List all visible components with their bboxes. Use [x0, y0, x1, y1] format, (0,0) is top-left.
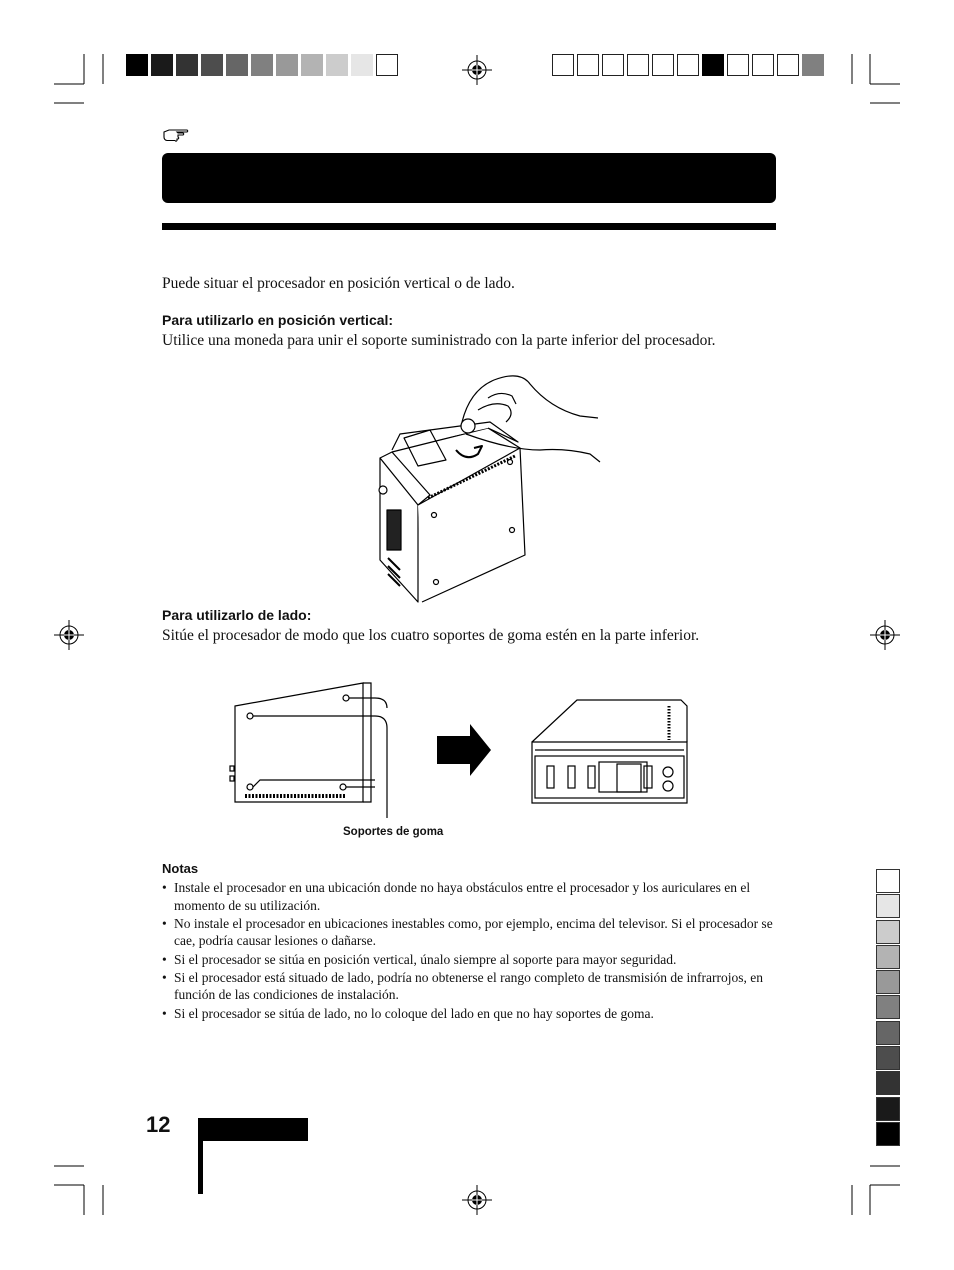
vertical-heading: Para utilizarlo en posición vertical:	[162, 312, 394, 328]
list-item: • Si el procesador se sitúa de lado, no lo coloque del lado en que no hay soportes de goma.	[162, 1005, 782, 1023]
notes-list	[162, 879, 782, 1023]
list-item: • No instale el procesador en ubicaciones inestables como, por ejemplo, encima del televisor. Si el procesador se cae, podría causar lesiones o dañarse.	[162, 915, 782, 950]
side-heading: Para utilizarlo de lado:	[162, 607, 312, 623]
rubber-feet-caption: Soportes de goma	[343, 826, 444, 838]
section-rule	[162, 223, 776, 230]
color-swatch	[677, 54, 699, 76]
registration-mark-icon	[462, 1185, 492, 1215]
vertical-text: Utilice una moneda para unir el soporte suministrado con la parte inferior del procesador.	[162, 332, 716, 349]
color-swatch	[802, 54, 824, 76]
gray-swatch	[876, 894, 900, 918]
color-swatch	[752, 54, 774, 76]
side-text: Sitúe el procesador de modo que los cuatro soportes de goma estén en la parte inferior.	[162, 627, 700, 644]
color-swatch	[251, 54, 273, 76]
color-swatch	[376, 54, 398, 76]
color-swatch	[727, 54, 749, 76]
list-item: • Si el procesador se sitúa en posición vertical, únalo siempre al soporte para mayor seguridad.	[162, 951, 782, 969]
color-swatch	[652, 54, 674, 76]
registration-mark-icon	[870, 620, 900, 650]
gray-swatch	[876, 945, 900, 969]
color-swatch	[602, 54, 624, 76]
registration-mark-icon	[54, 620, 84, 650]
color-swatch	[301, 54, 323, 76]
color-swatch	[326, 54, 348, 76]
page-number: 12	[146, 1112, 171, 1137]
gray-swatch	[876, 995, 900, 1019]
color-swatch	[777, 54, 799, 76]
color-swatch	[151, 54, 173, 76]
intro-text: Puede situar el procesador en posición vertical o de lado.	[162, 275, 515, 292]
gray-swatch	[876, 1046, 900, 1070]
color-swatch	[702, 54, 724, 76]
color-swatch	[176, 54, 198, 76]
notes-title: Notas	[162, 861, 199, 876]
color-swatch	[552, 54, 574, 76]
side-placement-illustration	[225, 678, 705, 818]
gray-swatch	[876, 1122, 900, 1146]
color-bar-left	[126, 54, 401, 76]
color-bar-right	[552, 54, 827, 76]
registration-mark-icon	[462, 55, 492, 85]
color-swatch	[201, 54, 223, 76]
color-swatch	[577, 54, 599, 76]
list-item: • Instale el procesador en una ubicación donde no haya obstáculos entre el procesador y los auriculares en el momento de su utilización.	[162, 879, 782, 914]
list-item: • Si el procesador está situado de lado, podría no obtenerse el rango completo de transmisión de infrarrojos, en función de las condiciones de instalación.	[162, 969, 782, 1004]
color-swatch	[126, 54, 148, 76]
gray-swatch	[876, 970, 900, 994]
gray-swatch	[876, 920, 900, 944]
gray-swatch	[876, 1097, 900, 1121]
color-swatch	[276, 54, 298, 76]
gray-scale-strip	[876, 869, 900, 1147]
pointing-hand-icon	[163, 127, 189, 143]
section-title-bar	[162, 153, 776, 203]
gray-swatch	[876, 1071, 900, 1095]
color-swatch	[351, 54, 373, 76]
color-swatch	[627, 54, 649, 76]
gray-swatch	[876, 869, 900, 893]
page-language-tab	[203, 1118, 308, 1141]
vertical-stand-illustration	[370, 370, 610, 606]
gray-swatch	[876, 1021, 900, 1045]
color-swatch	[226, 54, 248, 76]
